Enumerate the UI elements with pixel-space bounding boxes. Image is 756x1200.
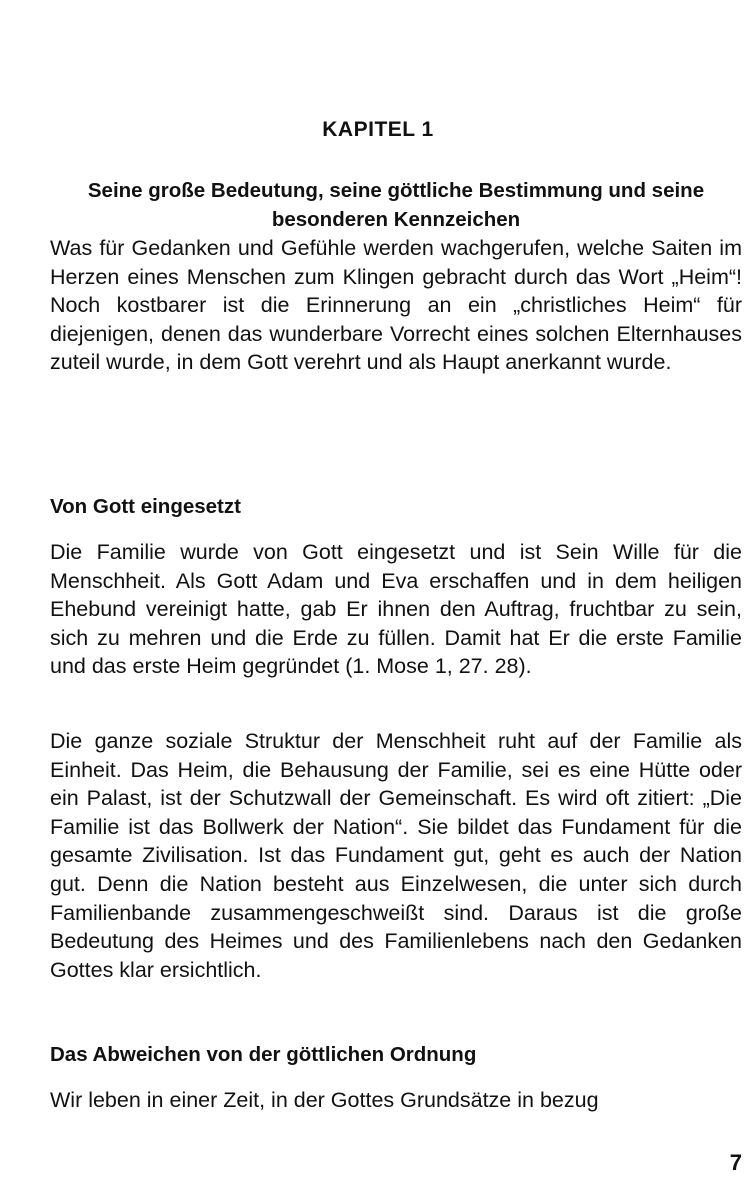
paragraph-social-structure: Die ganze soziale Struktur der Menschheit ruht auf der Familie als Einheit. Das Heim, die Behausung der Familie, sei es eine Hütte oder ein Palast, ist der Schutzwall der Gemeinschaft. Es wird oft zitiert: „Die Familie ist das Bollwerk der Nation“. Sie bildet das Fundament für die gesamte Zivilisation. Ist das Fundament gut, geht es auch der Nation gut. Denn die Nation besteht aus Einzelwesen, die unter sich durch Familienbande zusammengeschweißt sind. Daraus ist die große Bedeutung des Heimes und des Familienlebens nach den Gedanken Gottes klar ersichtlich. xyxy=(50,729,742,982)
section-heading-established-by-god: Von Gott eingesetzt xyxy=(50,495,241,518)
paragraph-family-instituted: Die Familie wurde von Gott eingesetzt und ist Sein Wille für die Menschheit. Als Gott Adam und Eva erschaffen und in dem heiligen Ehebund vereinigt hatte, gab Er ihnen den Auftrag, fruchtbar zu sein, sich zu mehren und die Erde zu füllen. Damit hat Er die erste Familie und das erste Heim gegründet (1. Mose 1, 27. 28). xyxy=(50,540,742,679)
chapter-subtitle: Seine große Bedeutung, seine göttliche Bestimmung und seine besonderen Kennzeichen xyxy=(87,179,705,231)
intro-paragraph: Was für Gedanken und Gefühle werden wachgerufen, welche Saiten im Herzen eines Menschen zum Klingen gebracht durch das Wort „Heim“! Noch kostbarer ist die Erinnerung an ein „christliches Heim“ für diejenigen, denen das wunderbare Vorrecht eines solchen Elternhauses zuteil wurde, in dem Gott verehrt und als Haupt anerkannt wurde. xyxy=(50,236,742,375)
chapter-title: KAPITEL 1 xyxy=(322,118,434,141)
paragraph-current-times: Wir leben in einer Zeit, in der Gottes Grundsätze in bezug xyxy=(50,1088,599,1112)
page-number: 7 xyxy=(729,1150,742,1175)
section-heading-deviation: Das Abweichen von der göttlichen Ordnung xyxy=(50,1043,477,1066)
